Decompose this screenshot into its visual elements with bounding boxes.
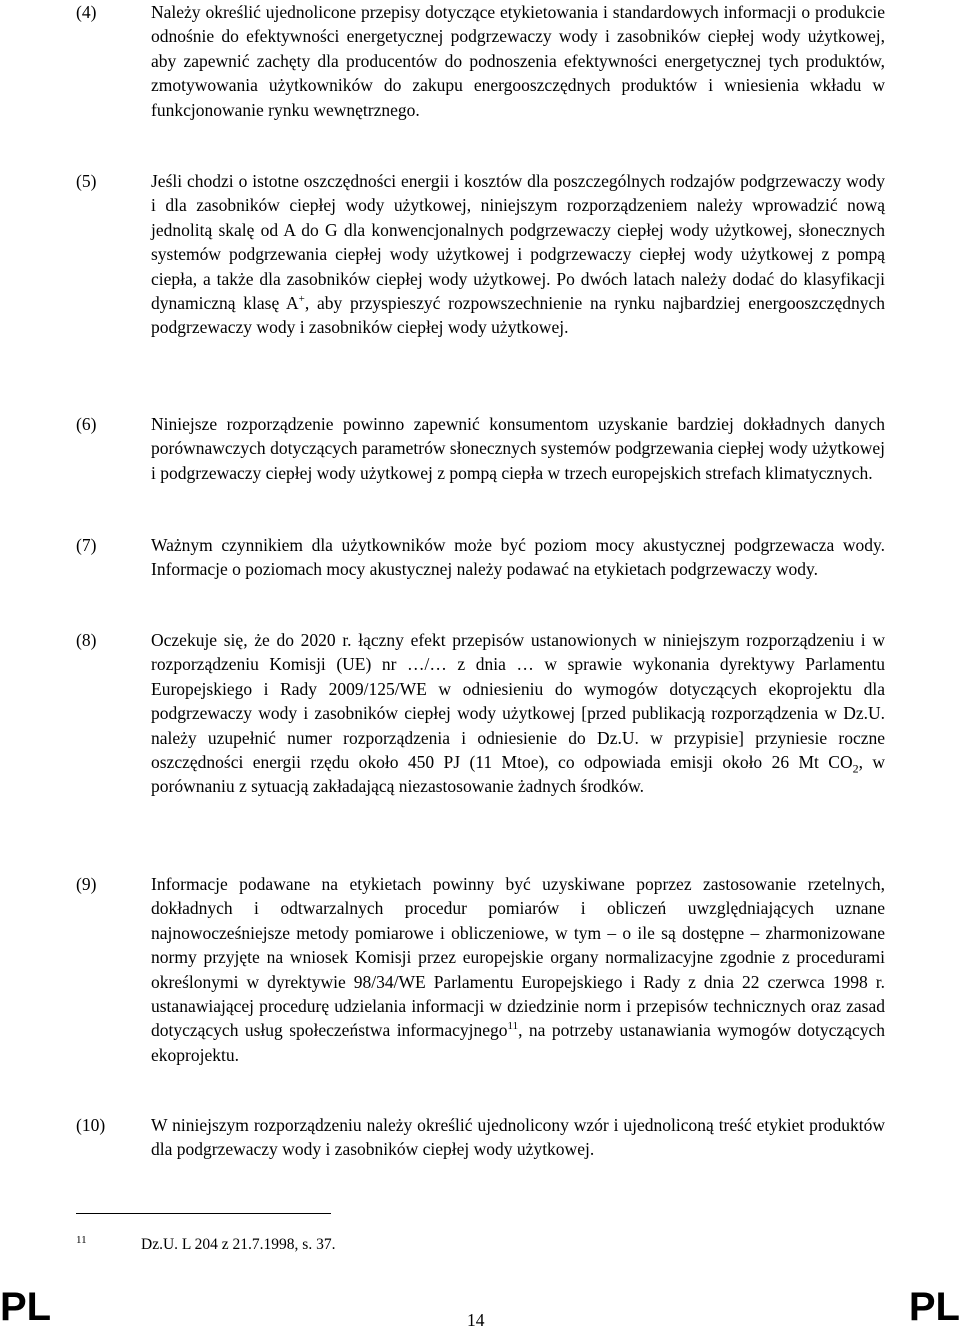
recital-number: (9) [76,874,97,894]
recital-number: (10) [76,1115,106,1135]
recital-number: (5) [76,171,97,191]
superscript-plus: + [298,293,305,306]
recital-text [151,872,885,1067]
footnote-number: 11 [76,1234,87,1246]
recital-text: W niniejszym rozporządzeniu należy określić ujednolicony wzór i ujednoliconą treść etykiet produktów dla podgrzewaczy wody i zasobników ciepłej wody użytkowej. [151,1115,885,1160]
recital-number: (6) [76,414,97,434]
recital-text: Niniejsze rozporządzenie powinno zapewnić konsumentom uzyskanie bardziej dokładnych danych porównawczych dotyczących parametrów słonecznych systemów podgrzewania ciepłej wody użytkowej i podgrzewaczy ciepłej wody użytkowej z pompą ciepła w trzech europejskich strefach klimatycznych. [151,414,885,483]
recital-text-part: Oczekuje się, że do 2020 r. łączny efekt przepisów ustanowionych w niniejszym rozporządzeniu i w rozporządzeniu Komisji (UE) nr …/… z dnia … w sprawie wykonania dyrektywy Parlamentu Europejskiego i Rady 2009/125/WE w odniesieniu do wymogów dotyczących ekoprojektu dla podgrzewaczy wody i zasobników ciepłej wody użytkowej [przed publikacją rozporządzenia w Dz.U. należy uzupełnić numer rozporządzenia i odniesienie do Dz.U. w przypisie] przyniesie roczne oszczędności energii rzędu około 450 PJ (11 Mtoe), co odpowiada emisji około 26 Mt CO [151,630,885,773]
recital-text-part: , na potrzeby ustanawiania wymogów dotyczących ekoprojektu. [151,1020,886,1065]
recital-text-part: , w porównaniu z sytuacją zakładającą niezastosowanie żadnych środków. [151,752,885,797]
recital-text [151,628,885,799]
recital-text-part: Jeśli chodzi o istotne oszczędności energii i kosztów dla poszczególnych rodzajów podgrzewaczy wody i dla zasobników ciepłej wody użytkowej, niniejszym rozporządzeniem należy wprowadzić nową jednolitą skalę od A do G dla konwencjonalnych podgrzewaczy ciepłej wody użytkowej, słonecznych systemów podgrzewania ciepłej wody użytkowej i podgrzewaczy ciepłej wody użytkowej z pompą ciepła, a także dla zasobników ciepłej wody użytkowej. Po dwóch latach należy dodać do klasyfikacji dynamiczną klasę A [151,171,885,314]
recital-text: Ważnym czynnikiem dla użytkowników może być poziom mocy akustycznej podgrzewacza wody. Informacje o poziomach mocy akustycznej należy podawać na etykietach podgrzewaczy wody. [151,535,885,580]
footnote-separator [76,1213,331,1214]
recital-text-part: , aby przyspieszyć rozpowszechnienie na rynku najbardziej energooszczędnych podgrzewaczy wody i zasobników ciepłej wody użytkowej. [151,293,885,338]
subscript-2: 2 [852,761,859,776]
footer-language-right: PL [908,1285,960,1329]
recital-text: Należy określić ujednolicone przepisy dotyczące etykietowania i standardowych informacji o produkcie odnośnie do efektywności energetycznej podgrzewaczy wody i zasobników ciepłej wody użytkowej, aby zapewnić zachęty dla producentów do podnoszenia efektywności energetycznej tych produktów, zmotywowania użytkowników do zakupu energooszczędnych produktów i wniesienia wkładu w funkcjonowanie rynku wewnętrznego. [151,2,885,120]
footer-language-left: PL [0,1285,52,1329]
recital-number: (4) [76,2,97,22]
recital-text [151,169,885,340]
page-number: 14 [467,1310,485,1330]
footnote-reference[interactable]: 11 [507,1020,519,1033]
footnote-text: Dz.U. L 204 z 21.7.1998, s. 37. [141,1236,336,1253]
recital-text-part: Informacje podawane na etykietach powinny być uzyskiwane poprzez zastosowanie rzetelnych, dokładnych i odtwarzalnych procedur pomiarów i obliczeń uwzględniających uznane najnowocześniejsze metody pomiarowe i obliczeniowe, w tym – o ile są dostępne – zharmonizowane normy przyjęte na wniosek Komisji przez europejskie organy normalizacyjne zgodnie z procedurami określonymi w dyrektywie 98/34/WE Parlamentu Europejskiego i Rady z dnia 22 czerwca 1998 r. ustanawiającej procedurę udzielania informacji w dziedzinie norm i przepisów technicznych oraz zasad dotyczących usług społeczeństwa informacyjnego [151,874,885,1041]
recital-number: (7) [76,535,97,555]
recital-number: (8) [76,630,97,650]
